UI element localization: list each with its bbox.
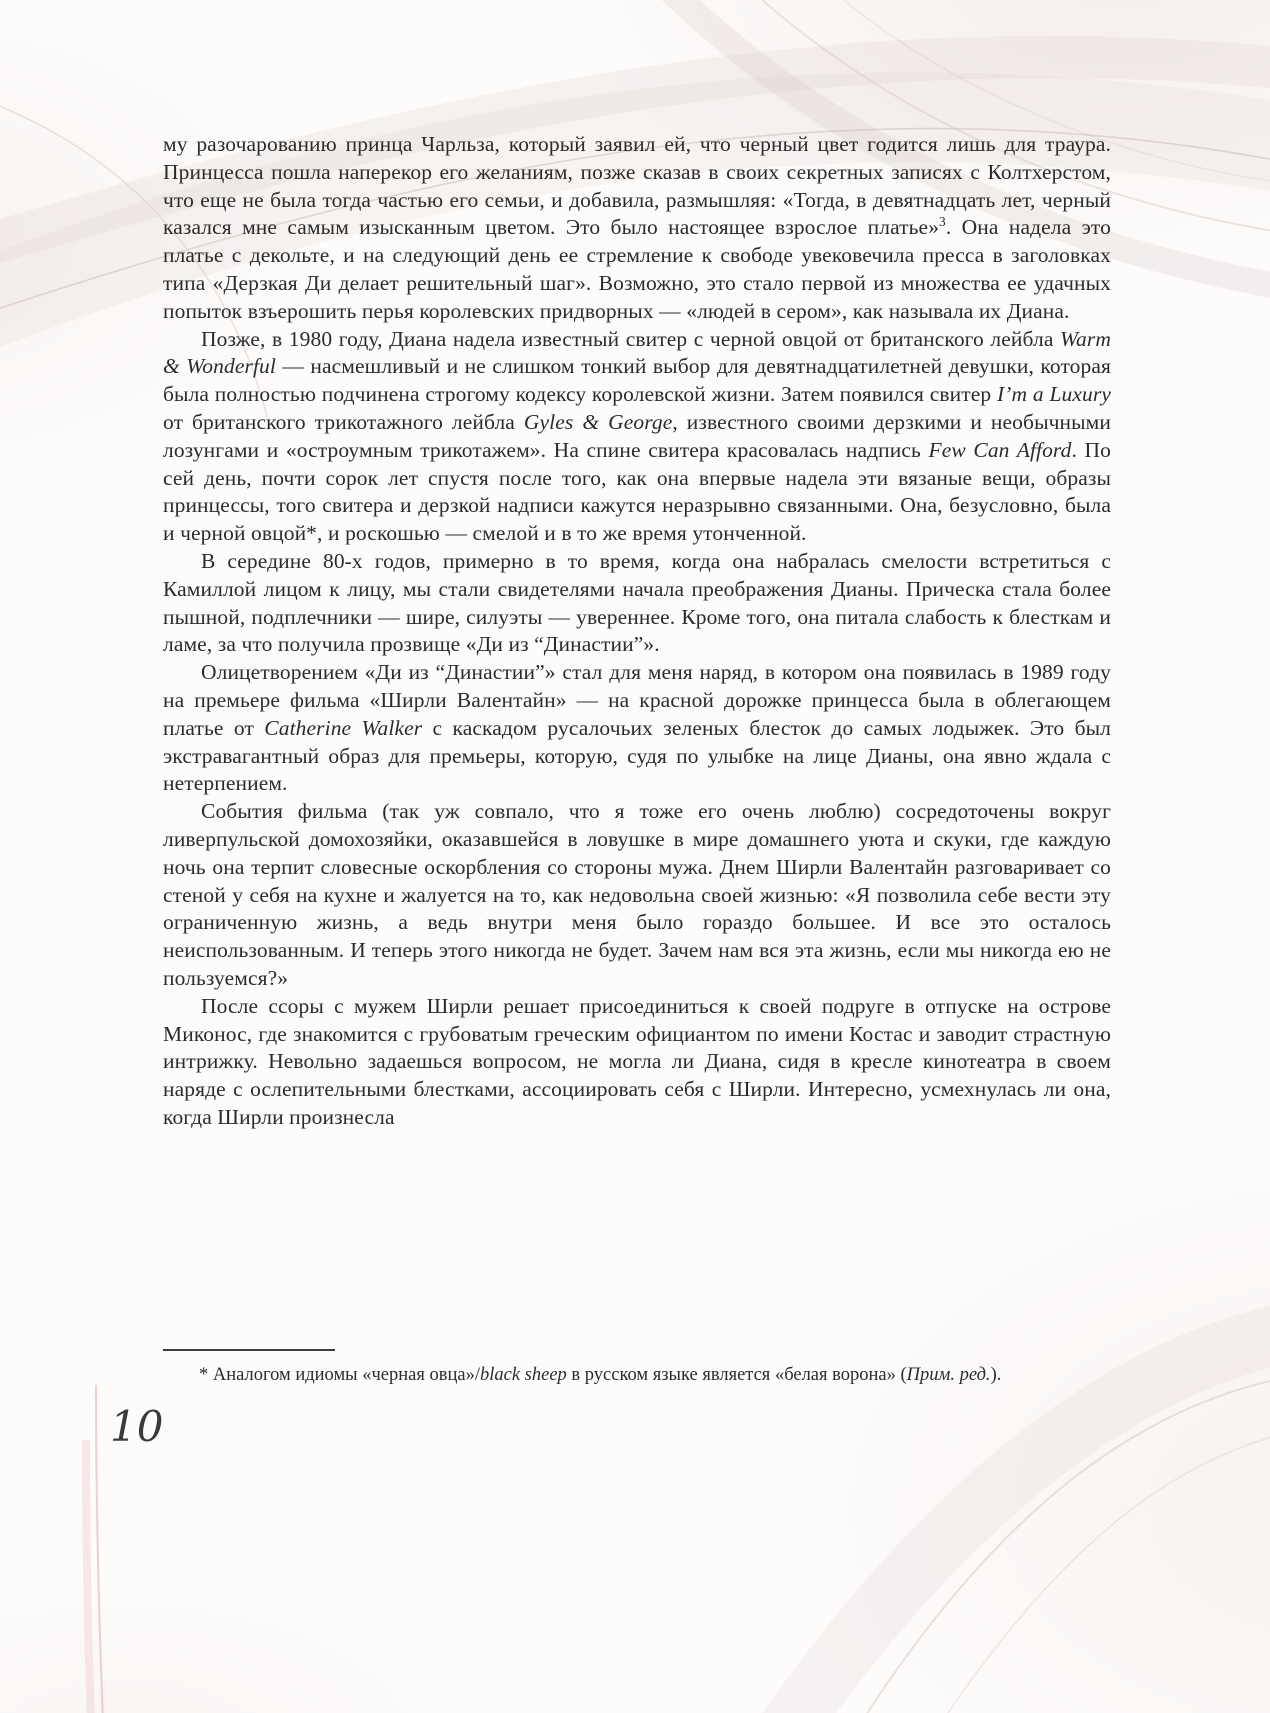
footnote-ref: 3 — [939, 214, 946, 230]
text-run: Позже, в 1980 году, Диана надела известный свитер с черной овцой от британского лейбла — [201, 326, 1061, 351]
text-run: . По сей день, почти сорок лет спустя после того, как она впервые надела эти вязаные вещи, образы принцессы, того свитера и дерзкой надписи кажутся неразрывно связанными. Она, безусловно, была и черной овцой*, и роскошью — смелой и в то же время утонченной. — [163, 437, 1111, 546]
paragraph — [163, 131, 1111, 326]
italic-run: I’m a Luxury — [996, 382, 1111, 407]
italic-run: Gyles & George — [523, 409, 673, 434]
paragraph — [163, 326, 1111, 548]
italic-run: Прим. ред. — [906, 1365, 991, 1385]
text-run: в русском языке является «белая ворона» ( — [566, 1365, 907, 1385]
italic-run: Warm & Wonderful — [163, 326, 1111, 379]
paragraph — [163, 548, 1111, 659]
text-run: с каскадом русалочьих зеленых блесток до самых лодыжек. Это был экстравагантный образ для премьеры, которую, судя по улыбке на лице Дианы, она явно ждала с нетерпением. — [163, 715, 1112, 796]
italic-run: black sheep — [479, 1365, 567, 1385]
body-text — [163, 131, 1111, 1132]
text-run: от британского трикотажного лейбла — [163, 409, 524, 434]
paragraph — [163, 993, 1111, 1132]
footnote-divider — [163, 1349, 335, 1351]
paragraph — [163, 798, 1111, 993]
footnote — [163, 1363, 1111, 1387]
text-run: События фильма (так уж совпало, что я тоже его очень люблю) сосредоточены вокруг ливерпульской домохозяйки, оказавшейся в ловушке в мире домашнего уюта и скуки, где каждую ночь она терпит словесные оскорбления со стороны мужа. Днем Ширли Валентайн разговаривает со стеной у себя на кухне и жалуется на то, как недовольна своей жизнью: «Я позволила себе вести эту ограниченную жизнь, а ведь внутри меня было гораздо большее. И все это осталось неиспользованным. И теперь этого никогда не будет. Зачем нам вся эта жизнь, если мы никогда ею не пользуемся?» — [163, 799, 1111, 990]
text-run: , известного своими дерзкими и необычными лозунгами и «остроумным трикотажем». На спине свитера красовалась надпись — [163, 409, 1111, 462]
text-run: му разочарованию принца Чарльза, который заявил ей, что черный цвет годится лишь для траура. Принцесса пошла наперекор его желаниям, позже сказав в своих секретных записях с Колтхерстом, что еще не была тогда частью его семьи, и добавила, размышляя: «Тогда, в девятнадцать лет, черный казался мне самым изысканным цветом. Это было настоящее взрослое платье» — [163, 132, 1111, 240]
paragraph — [163, 659, 1111, 798]
text-run: ). — [990, 1365, 1002, 1385]
text-run: В середине 80-х годов, примерно в то время, когда она набралась смелости встретиться с Камиллой лицом к лицу, мы стали свидетелями начала преображения Дианы. Прическа стала более пышной, подплечники — шире, силуэты — увереннее. Кроме того, она питала слабость к блесткам и ламе, за что получила прозвище «Ди из “Династии”». — [163, 548, 1111, 657]
text-run: Олицетворением «Ди из “Династии”» стал для меня наряд, в котором она появилась в 1989 году на премьере фильма «Ширли Валентайн» — на красной дорожке принцесса была в облегающем платье от — [163, 660, 1111, 740]
text-run: — насмешливый и не слишком тонкий выбор для девятнадцатилетней девушки, которая была полностью подчинена строгому кодексу королевской жизни. Затем появился свитер — [163, 354, 1111, 407]
italic-run: Catherine Walker — [264, 715, 423, 740]
text-run: После ссоры с мужем Ширли решает присоединиться к своей подруге в отпуске на острове Миконос, где знакомится с грубоватым греческим официантом по имени Костас и заводит страстную интрижку. Невольно задаешься вопросом, не могла ли Диана, сидя в кресле кинотеатра в своем наряде с ослепительными блестками, ассоциировать себя с Ширли. Интересно, усмехнулась ли она, когда Ширли произнесла — [163, 993, 1111, 1129]
page-number: 10 — [110, 1402, 164, 1451]
text-run: * Аналогом идиомы «черная овца»/ — [199, 1365, 480, 1385]
text-run: . Она надела это платье с декольте, и на следующий день ее стремление к свободе увековечила пресса в заголовках типа «Дерзкая Ди делает решительный шаг». Возможно, это стало первой из множества ее удачных попыток взъерошить перья королевских придворных — «людей в сером», как называла их Диана. — [163, 215, 1111, 323]
italic-run: Few Can Afford — [928, 437, 1072, 462]
